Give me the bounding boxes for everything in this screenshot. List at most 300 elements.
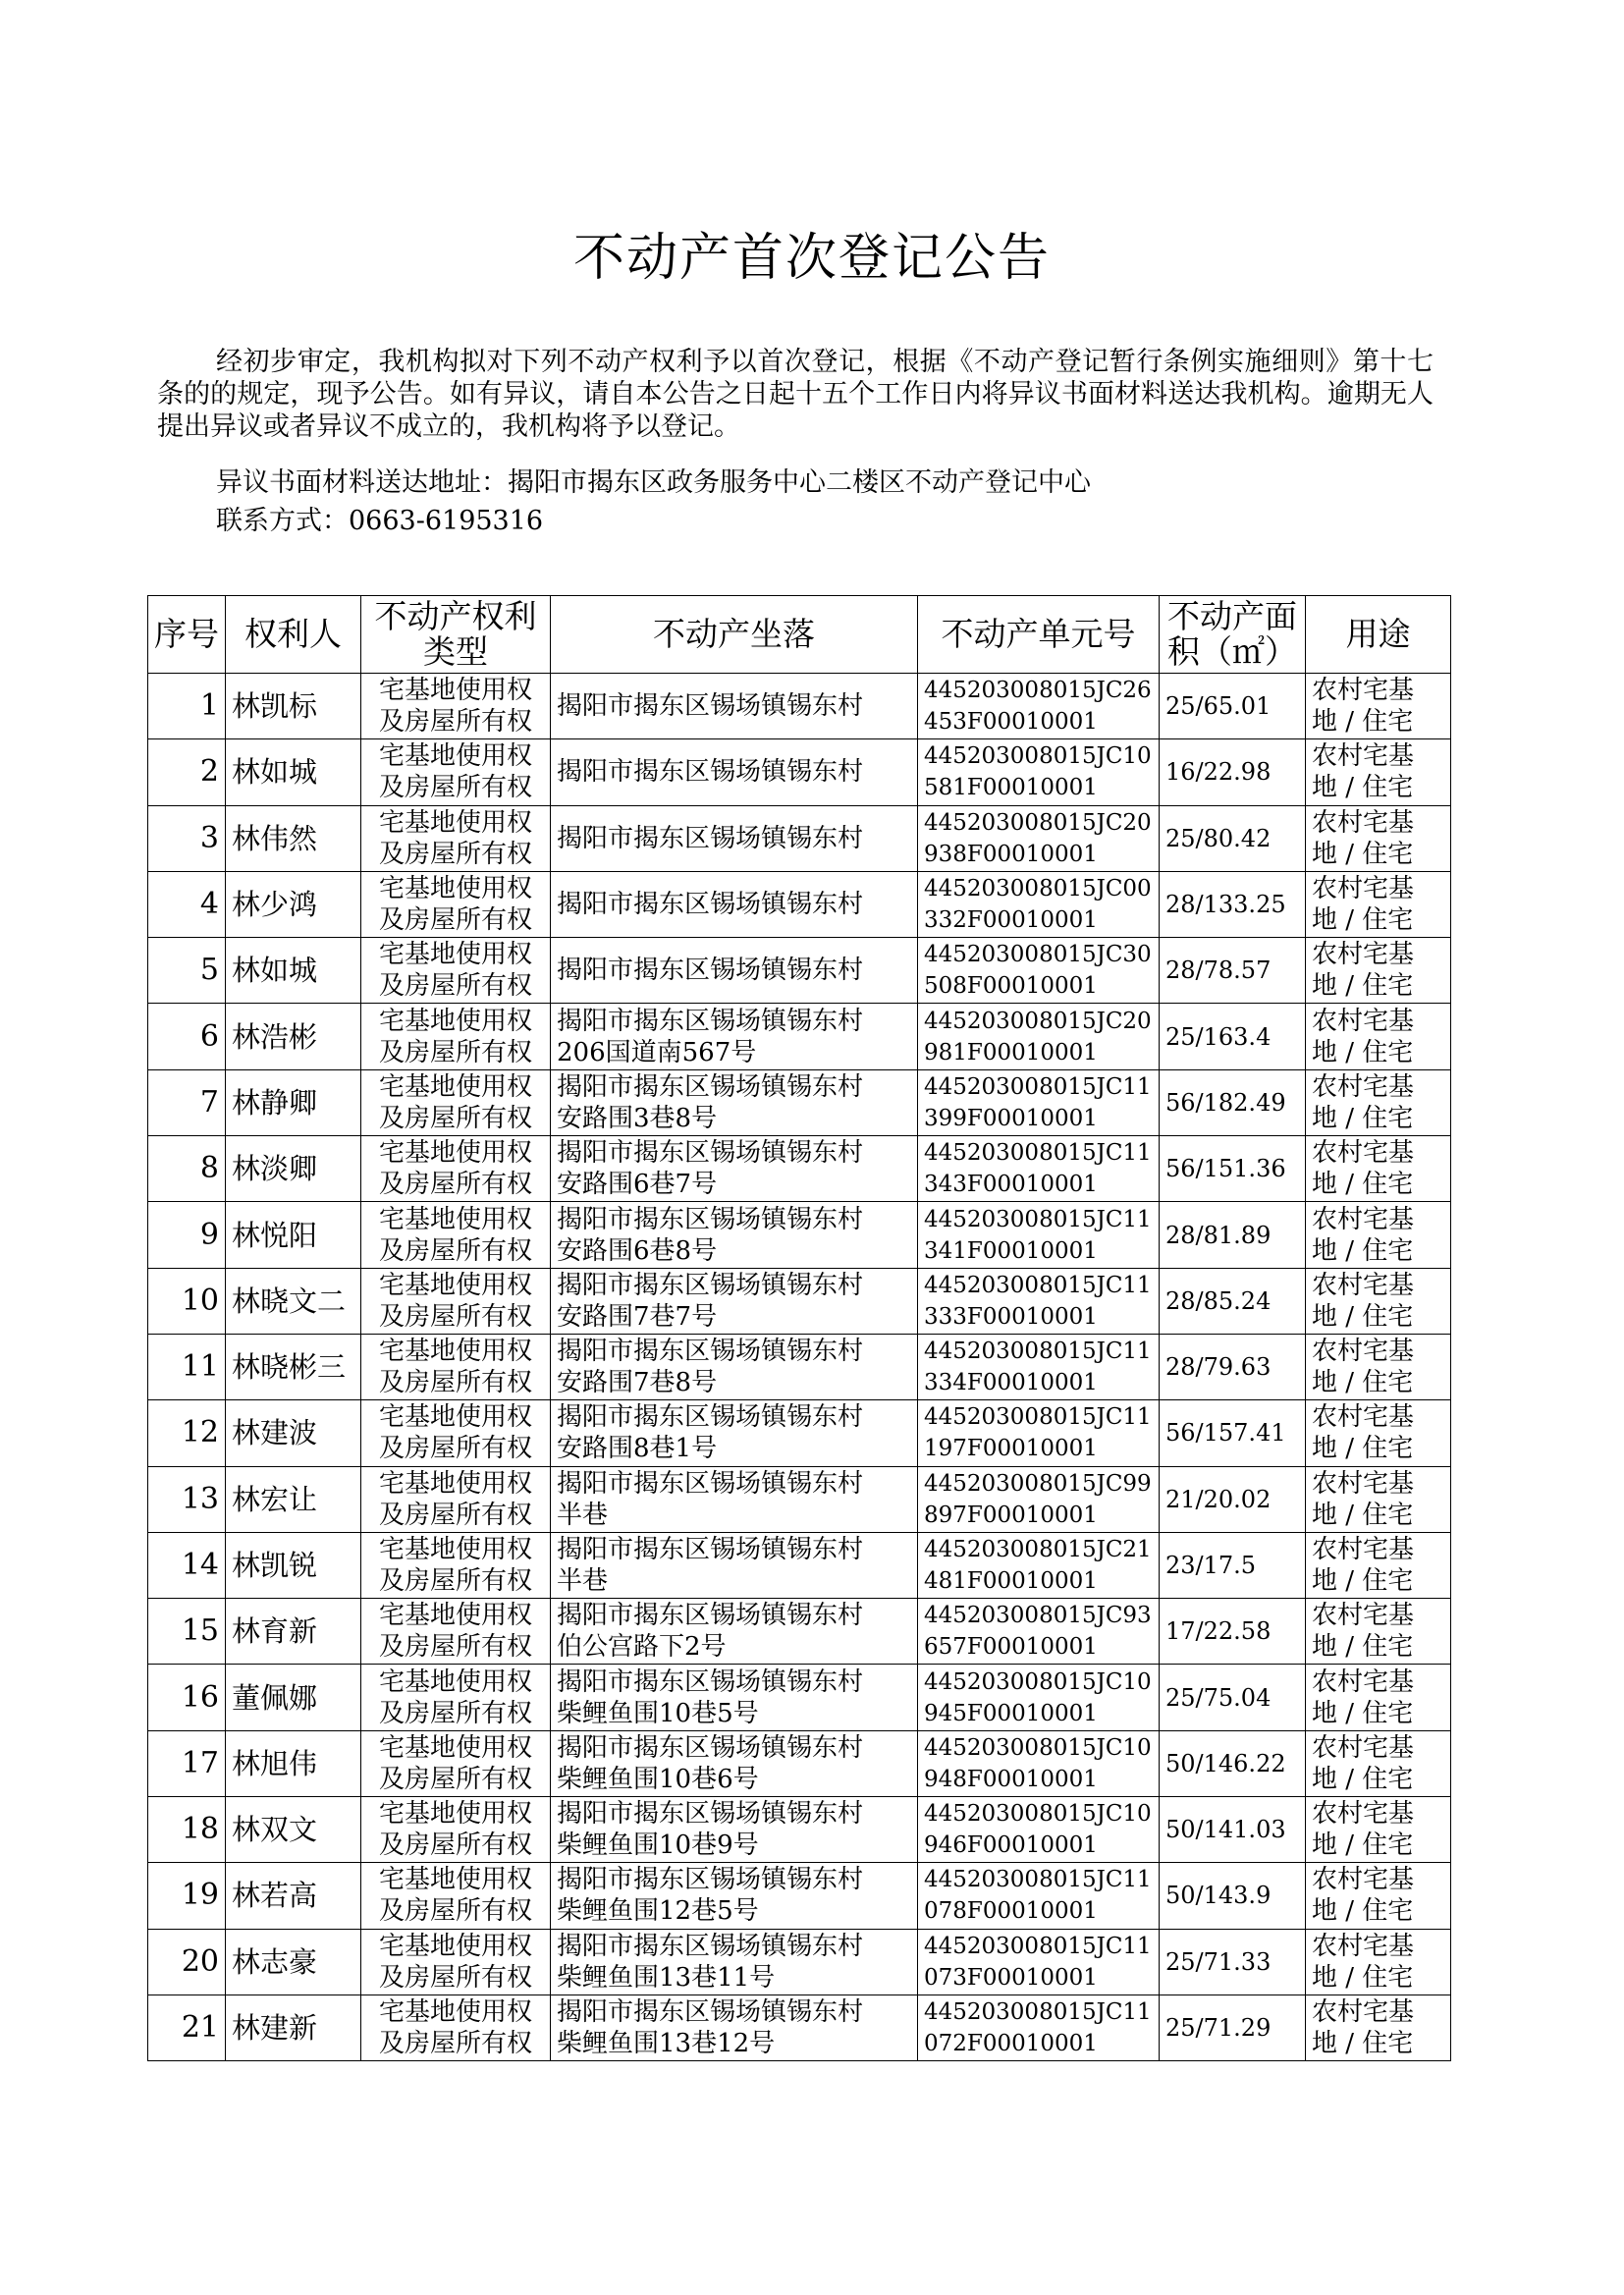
location-cell	[551, 1069, 918, 1135]
owner-cell	[226, 1268, 361, 1334]
header-area: 不动产面积（㎡）	[1160, 596, 1306, 674]
seq-cell-text: 13	[181, 1481, 219, 1516]
location-cell-text: 揭阳市揭东区锡场镇锡东村	[557, 956, 864, 986]
seq-cell	[148, 1004, 226, 1069]
location-cell-text: 伯公宫路下2号	[557, 1632, 727, 1663]
location-cell-text: 揭阳市揭东区锡场镇锡东村	[557, 1402, 864, 1433]
unit-cell	[918, 1004, 1160, 1069]
area-cell	[1160, 1599, 1306, 1665]
type-cell-text: 宅基地使用权	[378, 1931, 532, 1961]
type-cell	[361, 805, 551, 871]
seq-cell-text: 16	[181, 1679, 219, 1715]
type-cell-text: 及房屋所有权	[378, 1566, 532, 1596]
area-cell	[1160, 1532, 1306, 1598]
owner-cell-text: 林静卿	[232, 1085, 318, 1120]
location-cell-text: 柴鲤鱼围10巷9号	[557, 1831, 759, 1861]
type-cell-text: 宅基地使用权	[378, 1402, 532, 1433]
header-unit: 不动产单元号	[918, 596, 1160, 674]
type-cell-text: 宅基地使用权	[378, 1270, 532, 1300]
usage-cell	[1306, 1929, 1451, 1994]
location-cell-text: 揭阳市揭东区锡场镇锡东村	[557, 1270, 864, 1300]
unit-cell-text: 445203008015JC20938F00010001	[924, 809, 1152, 867]
usage-cell	[1306, 938, 1451, 1004]
seq-cell	[148, 871, 226, 937]
type-cell-text: 宅基地使用权	[378, 1865, 532, 1895]
type-cell-text: 宅基地使用权	[378, 1732, 532, 1763]
intro-paragraph: 经初步审定，我机构拟对下列不动产权利予以首次登记，根据《不动产登记暂行条例实施细则》第十七条的的规定，现予公告。如有异议，请自本公告之日起十五个工作日内将异议书面材料送达我机构。逾期无人提出异议或者异议不成立的，我机构将予以登记。	[157, 347, 1434, 442]
area-cell-text: 28/79.63	[1165, 1353, 1272, 1382]
area-cell	[1160, 1994, 1306, 2060]
type-cell	[361, 739, 551, 805]
location-cell-text: 柴鲤鱼围13巷11号	[557, 1962, 776, 1993]
owner-cell-text: 林志豪	[232, 1944, 318, 1979]
type-cell-text: 及房屋所有权	[378, 1301, 532, 1332]
usage-cell-text: 农村宅基	[1312, 1535, 1415, 1564]
area-cell	[1160, 1004, 1306, 1069]
table-row	[148, 1334, 1451, 1399]
area-cell	[1160, 1797, 1306, 1863]
header-type: 不动产权利类型	[361, 596, 551, 674]
area-cell-text: 25/80.42	[1165, 824, 1272, 852]
owner-cell	[226, 1069, 361, 1135]
type-cell	[361, 1004, 551, 1069]
usage-cell-text: 地 / 住宅	[1312, 971, 1414, 1002]
unit-cell	[918, 1929, 1160, 1994]
usage-cell-text: 地 / 住宅	[1312, 1170, 1414, 1200]
seq-cell-text: 14	[181, 1548, 219, 1582]
type-cell	[361, 1797, 551, 1863]
table-row	[148, 871, 1451, 937]
owner-cell-text: 林凯锐	[232, 1549, 318, 1582]
usage-cell-text: 地 / 住宅	[1312, 773, 1414, 803]
usage-cell	[1306, 739, 1451, 805]
location-cell	[551, 1202, 918, 1268]
area-cell-text: 25/71.33	[1165, 1947, 1272, 1976]
seq-cell-text: 18	[181, 1812, 219, 1847]
type-cell	[361, 1334, 551, 1399]
usage-cell-text: 农村宅基	[1312, 1204, 1415, 1234]
usage-cell-text: 地 / 住宅	[1312, 1235, 1414, 1266]
type-cell-text: 及房屋所有权	[378, 773, 532, 803]
seq-cell	[148, 1863, 226, 1929]
seq-cell-text: 2	[199, 754, 219, 790]
unit-cell	[918, 1334, 1160, 1399]
usage-cell-text: 农村宅基	[1312, 1006, 1415, 1036]
owner-cell	[226, 1599, 361, 1665]
type-cell-text: 及房屋所有权	[378, 1235, 532, 1266]
location-cell	[551, 1268, 918, 1334]
table-row	[148, 1730, 1451, 1796]
type-cell-text: 及房屋所有权	[378, 1896, 532, 1927]
area-cell	[1160, 1202, 1306, 1268]
type-cell	[361, 938, 551, 1004]
type-cell-text: 及房屋所有权	[378, 1037, 532, 1067]
unit-cell-text: 445203008015JC11333F00010001	[924, 1272, 1152, 1330]
location-cell	[551, 1797, 918, 1863]
unit-cell	[918, 1069, 1160, 1135]
unit-cell-text: 445203008015JC11073F00010001	[924, 1933, 1152, 1991]
usage-cell	[1306, 1268, 1451, 1334]
usage-cell-text: 地 / 住宅	[1312, 1368, 1414, 1398]
owner-cell	[226, 674, 361, 739]
unit-cell-text: 445203008015JC00332F00010001	[924, 876, 1152, 934]
location-cell-text: 柴鲤鱼围12巷5号	[557, 1896, 759, 1927]
usage-cell-text: 农村宅基	[1312, 1071, 1415, 1102]
unit-cell	[918, 1400, 1160, 1466]
owner-cell-text: 林建波	[232, 1416, 318, 1450]
table-row	[148, 1532, 1451, 1598]
location-cell-text: 揭阳市揭东区锡场镇锡东村	[557, 1732, 864, 1763]
seq-cell-text: 1	[199, 688, 219, 724]
usage-cell	[1306, 871, 1451, 937]
location-cell	[551, 1334, 918, 1399]
type-cell	[361, 1863, 551, 1929]
area-cell	[1160, 1863, 1306, 1929]
unit-cell-text: 445203008015JC11399F00010001	[924, 1073, 1152, 1131]
type-cell-text: 宅基地使用权	[378, 741, 532, 772]
seq-cell	[148, 1136, 226, 1202]
area-cell	[1160, 805, 1306, 871]
seq-cell-text: 19	[181, 1878, 219, 1913]
owner-cell-text: 林凯标	[232, 689, 318, 724]
area-cell-text: 50/146.22	[1165, 1749, 1286, 1777]
unit-cell-text: 445203008015JC10945F00010001	[924, 1668, 1152, 1726]
owner-cell-text: 林如城	[232, 755, 318, 790]
area-cell-text: 25/65.01	[1165, 692, 1272, 721]
seq-cell-text: 10	[181, 1283, 219, 1318]
seq-cell	[148, 1665, 226, 1730]
owner-cell	[226, 1136, 361, 1202]
unit-cell	[918, 1665, 1160, 1730]
owner-cell	[226, 1929, 361, 1994]
seq-cell-text: 4	[199, 887, 219, 922]
registration-table	[147, 595, 1451, 2061]
table-row	[148, 1863, 1451, 1929]
usage-cell-text: 地 / 住宅	[1312, 1103, 1414, 1133]
usage-cell	[1306, 805, 1451, 871]
type-cell-text: 宅基地使用权	[378, 1667, 532, 1697]
area-cell-text: 25/163.4	[1165, 1022, 1272, 1051]
objection-address: 异议书面材料送达地址：揭阳市揭东区政务服务中心二楼区不动产登记中心	[216, 467, 1091, 498]
location-cell-text: 安路围8巷1号	[557, 1434, 718, 1464]
seq-cell-text: 12	[181, 1415, 219, 1450]
usage-cell-text: 地 / 住宅	[1312, 2029, 1414, 2059]
seq-cell	[148, 674, 226, 739]
type-cell	[361, 1400, 551, 1466]
type-cell	[361, 1929, 551, 1994]
type-cell	[361, 1599, 551, 1665]
owner-cell	[226, 871, 361, 937]
table-row	[148, 938, 1451, 1004]
location-cell-text: 揭阳市揭东区锡场镇锡东村	[557, 757, 864, 788]
area-cell-text: 16/22.98	[1165, 758, 1272, 787]
table-row	[148, 1004, 1451, 1069]
type-cell-text: 及房屋所有权	[378, 905, 532, 936]
location-cell	[551, 1004, 918, 1069]
location-cell	[551, 1665, 918, 1730]
usage-cell-text: 地 / 住宅	[1312, 1831, 1414, 1861]
location-cell	[551, 1730, 918, 1796]
type-cell	[361, 1268, 551, 1334]
location-cell-text: 揭阳市揭东区锡场镇锡东村	[557, 1997, 864, 2028]
area-cell	[1160, 739, 1306, 805]
unit-cell-text: 445203008015JC30508F00010001	[924, 942, 1152, 1000]
area-cell-text: 25/71.29	[1165, 2014, 1272, 2043]
seq-cell	[148, 1334, 226, 1399]
owner-cell-text: 林若高	[232, 1879, 318, 1913]
usage-cell-text: 地 / 住宅	[1312, 1698, 1414, 1728]
page-title: 不动产首次登记公告	[572, 229, 1051, 288]
seq-cell	[148, 938, 226, 1004]
usage-cell	[1306, 1136, 1451, 1202]
header-usage: 用途	[1306, 596, 1451, 674]
usage-cell-text: 农村宅基	[1312, 1997, 1415, 2028]
area-cell	[1160, 1136, 1306, 1202]
table-row	[148, 1665, 1451, 1730]
usage-cell-text: 农村宅基	[1312, 1270, 1415, 1300]
location-cell	[551, 871, 918, 937]
location-cell	[551, 1532, 918, 1598]
type-cell	[361, 1466, 551, 1532]
usage-cell	[1306, 1466, 1451, 1532]
unit-cell	[918, 1136, 1160, 1202]
owner-cell-text: 林浩彬	[232, 1019, 318, 1054]
table-row	[148, 805, 1451, 871]
type-cell-text: 及房屋所有权	[378, 1434, 532, 1464]
type-cell	[361, 1136, 551, 1202]
owner-cell-text: 林晓文二	[232, 1284, 347, 1318]
type-cell-text: 宅基地使用权	[378, 1997, 532, 2028]
seq-cell	[148, 1599, 226, 1665]
location-cell	[551, 1599, 918, 1665]
unit-cell-text: 445203008015JC93657F00010001	[924, 1603, 1152, 1661]
type-cell	[361, 674, 551, 739]
seq-cell-text: 6	[199, 1018, 219, 1054]
header-seq: 序号	[148, 596, 226, 674]
unit-cell	[918, 1268, 1160, 1334]
type-cell-text: 及房屋所有权	[378, 707, 532, 738]
location-cell	[551, 674, 918, 739]
location-cell-text: 安路围6巷8号	[557, 1235, 718, 1266]
owner-cell	[226, 1400, 361, 1466]
unit-cell-text: 445203008015JC99897F00010001	[924, 1470, 1152, 1528]
location-cell	[551, 1136, 918, 1202]
location-cell	[551, 1863, 918, 1929]
seq-cell	[148, 739, 226, 805]
location-cell-text: 揭阳市揭东区锡场镇锡东村	[557, 1931, 864, 1961]
owner-cell	[226, 1466, 361, 1532]
type-cell-text: 及房屋所有权	[378, 1831, 532, 1861]
type-cell-text: 宅基地使用权	[378, 1337, 532, 1367]
usage-cell-text: 农村宅基	[1312, 807, 1415, 838]
type-cell-text: 及房屋所有权	[378, 1698, 532, 1728]
type-cell-text: 宅基地使用权	[378, 940, 532, 970]
owner-cell	[226, 938, 361, 1004]
location-cell-text: 揭阳市揭东区锡场镇锡东村	[557, 1468, 864, 1499]
owner-cell	[226, 1994, 361, 2060]
usage-cell	[1306, 674, 1451, 739]
usage-cell-text: 地 / 住宅	[1312, 1632, 1414, 1663]
header-owner: 权利人	[226, 596, 361, 674]
usage-cell-text: 地 / 住宅	[1312, 1500, 1414, 1530]
area-cell	[1160, 1400, 1306, 1466]
type-cell-text: 宅基地使用权	[378, 874, 532, 904]
unit-cell	[918, 1532, 1160, 1598]
owner-cell	[226, 1863, 361, 1929]
type-cell-text: 宅基地使用权	[378, 1799, 532, 1830]
owner-cell	[226, 1665, 361, 1730]
unit-cell	[918, 1466, 1160, 1532]
area-cell-text: 50/143.9	[1165, 1882, 1272, 1910]
area-cell-text: 23/17.5	[1165, 1552, 1257, 1579]
seq-cell-text: 15	[181, 1613, 219, 1649]
unit-cell	[918, 739, 1160, 805]
unit-cell	[918, 1797, 1160, 1863]
area-cell-text: 28/133.25	[1165, 891, 1286, 919]
unit-cell-text: 445203008015JC11072F00010001	[924, 1999, 1152, 2057]
location-cell-text: 揭阳市揭东区锡场镇锡东村	[557, 890, 864, 920]
area-cell-text: 56/157.41	[1165, 1419, 1286, 1448]
area-cell	[1160, 938, 1306, 1004]
usage-cell	[1306, 1797, 1451, 1863]
area-cell-text: 56/151.36	[1165, 1155, 1286, 1183]
location-cell-text: 揭阳市揭东区锡场镇锡东村	[557, 691, 864, 722]
location-cell-text: 揭阳市揭东区锡场镇锡东村	[557, 1138, 864, 1169]
usage-cell-text: 地 / 住宅	[1312, 1037, 1414, 1067]
usage-cell-text: 农村宅基	[1312, 1865, 1415, 1895]
type-cell-text: 宅基地使用权	[378, 807, 532, 838]
table-row	[148, 674, 1451, 739]
owner-cell	[226, 1730, 361, 1796]
unit-cell-text: 445203008015JC20981F00010001	[924, 1008, 1152, 1066]
usage-cell	[1306, 1599, 1451, 1665]
type-cell	[361, 1730, 551, 1796]
location-cell-text: 揭阳市揭东区锡场镇锡东村	[557, 1865, 864, 1895]
usage-cell-text: 地 / 住宅	[1312, 905, 1414, 936]
area-cell	[1160, 871, 1306, 937]
location-cell	[551, 1994, 918, 2060]
location-cell-text: 安路围3巷8号	[557, 1103, 718, 1133]
owner-cell	[226, 739, 361, 805]
area-cell-text: 25/75.04	[1165, 1683, 1272, 1712]
location-cell-text: 揭阳市揭东区锡场镇锡东村	[557, 823, 864, 853]
unit-cell-text: 445203008015JC21481F00010001	[924, 1537, 1152, 1594]
seq-cell	[148, 1069, 226, 1135]
owner-cell	[226, 1202, 361, 1268]
type-cell-text: 及房屋所有权	[378, 1962, 532, 1993]
area-cell	[1160, 1466, 1306, 1532]
type-cell-text: 宅基地使用权	[378, 1006, 532, 1036]
owner-cell-text: 董佩娜	[232, 1680, 318, 1715]
type-cell	[361, 1665, 551, 1730]
unit-cell	[918, 1994, 1160, 2060]
usage-cell	[1306, 1532, 1451, 1598]
owner-cell-text: 林晓彬三	[232, 1350, 347, 1385]
unit-cell-text: 445203008015JC11197F00010001	[924, 1404, 1152, 1462]
seq-cell-text: 17	[181, 1745, 219, 1780]
usage-cell-text: 地 / 住宅	[1312, 1434, 1414, 1464]
usage-cell	[1306, 1863, 1451, 1929]
location-cell-text: 半巷	[557, 1500, 609, 1530]
location-cell-text: 揭阳市揭东区锡场镇锡东村	[557, 1799, 864, 1830]
location-cell-text: 206国道南567号	[557, 1037, 757, 1067]
type-cell-text: 宅基地使用权	[378, 1601, 532, 1631]
area-cell-text: 56/182.49	[1165, 1088, 1286, 1117]
seq-cell	[148, 1400, 226, 1466]
usage-cell	[1306, 1334, 1451, 1399]
location-cell-text: 安路围7巷7号	[557, 1301, 718, 1332]
type-cell-text: 及房屋所有权	[378, 1368, 532, 1398]
table-row	[148, 1069, 1451, 1135]
owner-cell-text: 林双文	[232, 1813, 318, 1847]
seq-cell	[148, 1797, 226, 1863]
unit-cell-text: 445203008015JC11078F00010001	[924, 1867, 1152, 1925]
owner-cell	[226, 1532, 361, 1598]
location-cell	[551, 938, 918, 1004]
type-cell-text: 宅基地使用权	[378, 1071, 532, 1102]
seq-cell-text: 3	[199, 820, 219, 855]
unit-cell-text: 445203008015JC11334F00010001	[924, 1339, 1152, 1396]
usage-cell	[1306, 1994, 1451, 2060]
owner-cell-text: 林建新	[232, 2011, 318, 2046]
unit-cell-text: 445203008015JC11341F00010001	[924, 1206, 1152, 1264]
location-cell-text: 安路围6巷7号	[557, 1170, 718, 1200]
usage-cell-text: 农村宅基	[1312, 741, 1415, 772]
location-cell	[551, 1466, 918, 1532]
seq-cell-text: 21	[181, 2010, 219, 2046]
location-cell-text: 揭阳市揭东区锡场镇锡东村	[557, 1071, 864, 1102]
unit-cell-text: 445203008015JC26453F00010001	[924, 678, 1152, 736]
seq-cell-text: 9	[199, 1217, 219, 1252]
type-cell-text: 及房屋所有权	[378, 1170, 532, 1200]
area-cell	[1160, 1334, 1306, 1399]
unit-cell-text: 445203008015JC10948F00010001	[924, 1734, 1152, 1792]
usage-cell-text: 农村宅基	[1312, 1799, 1415, 1830]
seq-cell-text: 20	[181, 1943, 219, 1979]
type-cell-text: 及房屋所有权	[378, 1500, 532, 1530]
unit-cell-text: 445203008015JC10581F00010001	[924, 743, 1152, 801]
area-cell-text: 21/20.02	[1165, 1485, 1272, 1513]
seq-cell	[148, 1994, 226, 2060]
unit-cell	[918, 938, 1160, 1004]
usage-cell-text: 地 / 住宅	[1312, 707, 1414, 738]
location-cell-text: 揭阳市揭东区锡场镇锡东村	[557, 1667, 864, 1697]
area-cell	[1160, 1730, 1306, 1796]
owner-cell-text: 林淡卿	[232, 1152, 318, 1186]
type-cell	[361, 1069, 551, 1135]
type-cell-text: 宅基地使用权	[378, 1468, 532, 1499]
usage-cell-text: 农村宅基	[1312, 874, 1415, 904]
seq-cell	[148, 1466, 226, 1532]
usage-cell-text: 农村宅基	[1312, 1138, 1415, 1169]
contact-info: 联系方式：0663-6195316	[216, 506, 544, 536]
seq-cell	[148, 1929, 226, 1994]
usage-cell-text: 农村宅基	[1312, 1337, 1415, 1367]
owner-cell-text: 林悦阳	[232, 1218, 318, 1252]
owner-cell	[226, 1797, 361, 1863]
type-cell-text: 及房屋所有权	[378, 2029, 532, 2059]
type-cell-text: 宅基地使用权	[378, 1138, 532, 1169]
seq-cell	[148, 1730, 226, 1796]
usage-cell	[1306, 1069, 1451, 1135]
table-row	[148, 1466, 1451, 1532]
usage-cell-text: 地 / 住宅	[1312, 1896, 1414, 1927]
table-row	[148, 1202, 1451, 1268]
location-cell-text: 揭阳市揭东区锡场镇锡东村	[557, 1006, 864, 1036]
location-cell-text: 揭阳市揭东区锡场镇锡东村	[557, 1337, 864, 1367]
table-row	[148, 1929, 1451, 1994]
unit-cell	[918, 1863, 1160, 1929]
